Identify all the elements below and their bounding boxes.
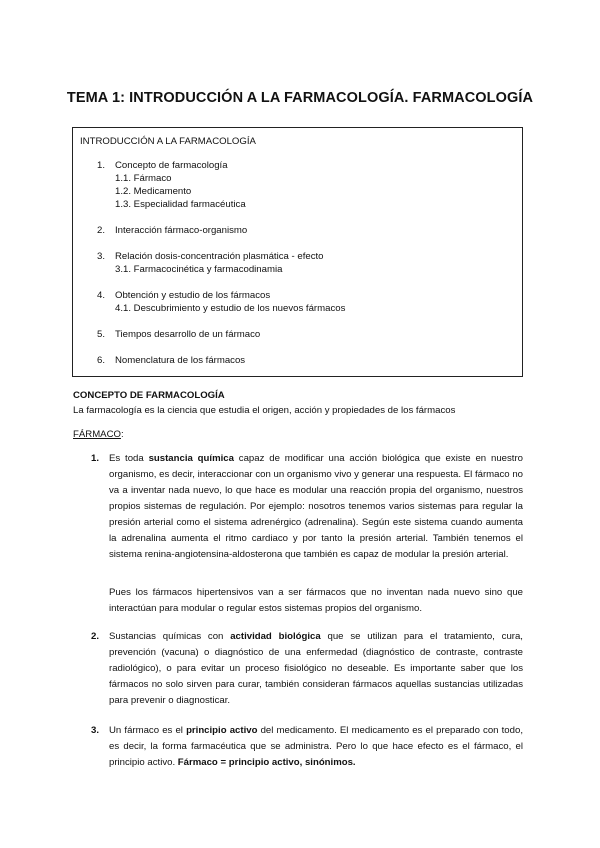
paragraph-text: Un fármaco es el (109, 725, 187, 736)
paragraph-text: Es toda (109, 453, 149, 464)
toc-subitem: 1.3. Especialidad farmacéutica (115, 199, 246, 210)
toc-list (73, 159, 522, 380)
item-number: 2. (91, 631, 100, 642)
toc-item-number: 3. (97, 251, 106, 262)
farmaco-heading-text: FÁRMACO (73, 429, 121, 440)
toc-subitem: 1.2. Medicamento (115, 186, 192, 197)
paragraph-3 (109, 723, 523, 771)
item-number: 1. (91, 453, 100, 464)
toc-item-number: 6. (97, 355, 106, 366)
table-of-contents (72, 127, 523, 377)
section-heading-farmaco (73, 429, 124, 440)
toc-item (73, 159, 522, 211)
paragraph-2 (109, 629, 523, 709)
paragraph-text: que se utilizan para el tratamiento, cura, prevención (vacuna) o diagnóstico de una enfermedad (diagnóstico de contraste, contraste radiológico), o para evitar un proceso fisiológico no deseable. Es importante saber que los fármacos no solo sirven para curar, también consideran fármacos aquellas sustancias utilizadas para prevenir o diagnosticar. (109, 631, 523, 706)
bold-term: Fármaco = principio activo, sinónimos. (177, 757, 356, 768)
toc-heading: INTRODUCCIÓN A LA FARMACOLOGÍA (80, 136, 256, 147)
toc-item-label: Interacción fármaco-organismo (115, 225, 248, 236)
toc-item-number: 2. (97, 225, 106, 236)
toc-item-number: 5. (97, 329, 106, 340)
toc-item (73, 328, 522, 341)
toc-subitem: 3.1. Farmacocinética y farmacodinamia (115, 264, 283, 275)
paragraph-1b: Pues los fármacos hipertensivos van a ser fármacos que no inventan nada nuevo sino que interactúan para modular o regular estos sistemas propios del organismo. (109, 587, 523, 614)
toc-subitem: 1.1. Fármaco (115, 173, 172, 184)
item-number: 3. (91, 725, 100, 736)
toc-item-label: Tiempos desarrollo de un fármaco (115, 329, 261, 340)
toc-subitem: 4.1. Descubrimiento y estudio de los nuevos fármacos (115, 303, 346, 314)
toc-item-number: 1. (97, 160, 106, 171)
toc-item-number: 4. (97, 290, 106, 301)
paragraph-1 (109, 451, 523, 563)
paragraph-text: capaz de modificar una acción biológica que existe en nuestro organismo, es decir, interaccionar con un organismo vivo y generar una respuesta. El fármaco no va a inventar nada nuevo, lo que hace es modular una reacción propia del organismo, nuestros propios sistemas de regulación. Por ejemplo: nosotros tenemos varios sistemas para regular la presión arterial como el sistema adrenérgico (adrenalina). Según este sistema cuando aumenta la adrenalina aumenta el ritmo cardiaco y por tanto la presión arterial. También tenemos el sistema renina-angiotensina-aldosterona que también es capaz de modular la presión arterial. (109, 453, 523, 560)
bold-term: actividad biológica (230, 631, 321, 642)
bold-term: principio activo (186, 725, 258, 736)
toc-item (73, 250, 522, 276)
toc-item-label: Obtención y estudio de los fármacos (115, 290, 271, 301)
page-title: TEMA 1: INTRODUCCIÓN A LA FARMACOLOGÍA. FARMACOLOGÍA (66, 90, 534, 106)
paragraph-text: Sustancias químicas con (109, 631, 231, 642)
bold-term: sustancia química (148, 453, 234, 464)
toc-item-label: Relación dosis-concentración plasmática - efecto (115, 251, 324, 262)
toc-item (73, 224, 522, 237)
definition-text: La farmacología es la ciencia que estudia el origen, acción y propiedades de los fármacos (73, 405, 456, 416)
toc-item (73, 354, 522, 367)
section-heading-concepto: CONCEPTO DE FARMACOLOGÍA (73, 390, 225, 401)
toc-item (73, 289, 522, 315)
farmaco-heading-colon: : (120, 429, 124, 440)
toc-item-label: Nomenclatura de los fármacos (115, 355, 246, 366)
toc-item-label: Concepto de farmacología (115, 160, 228, 171)
paragraph-text: del medicamento. El medicamento es el preparado con todo, es decir, la forma farmacéutica que se administra. Pero lo que hace efecto es el fármaco, el principio activo. (109, 725, 523, 768)
